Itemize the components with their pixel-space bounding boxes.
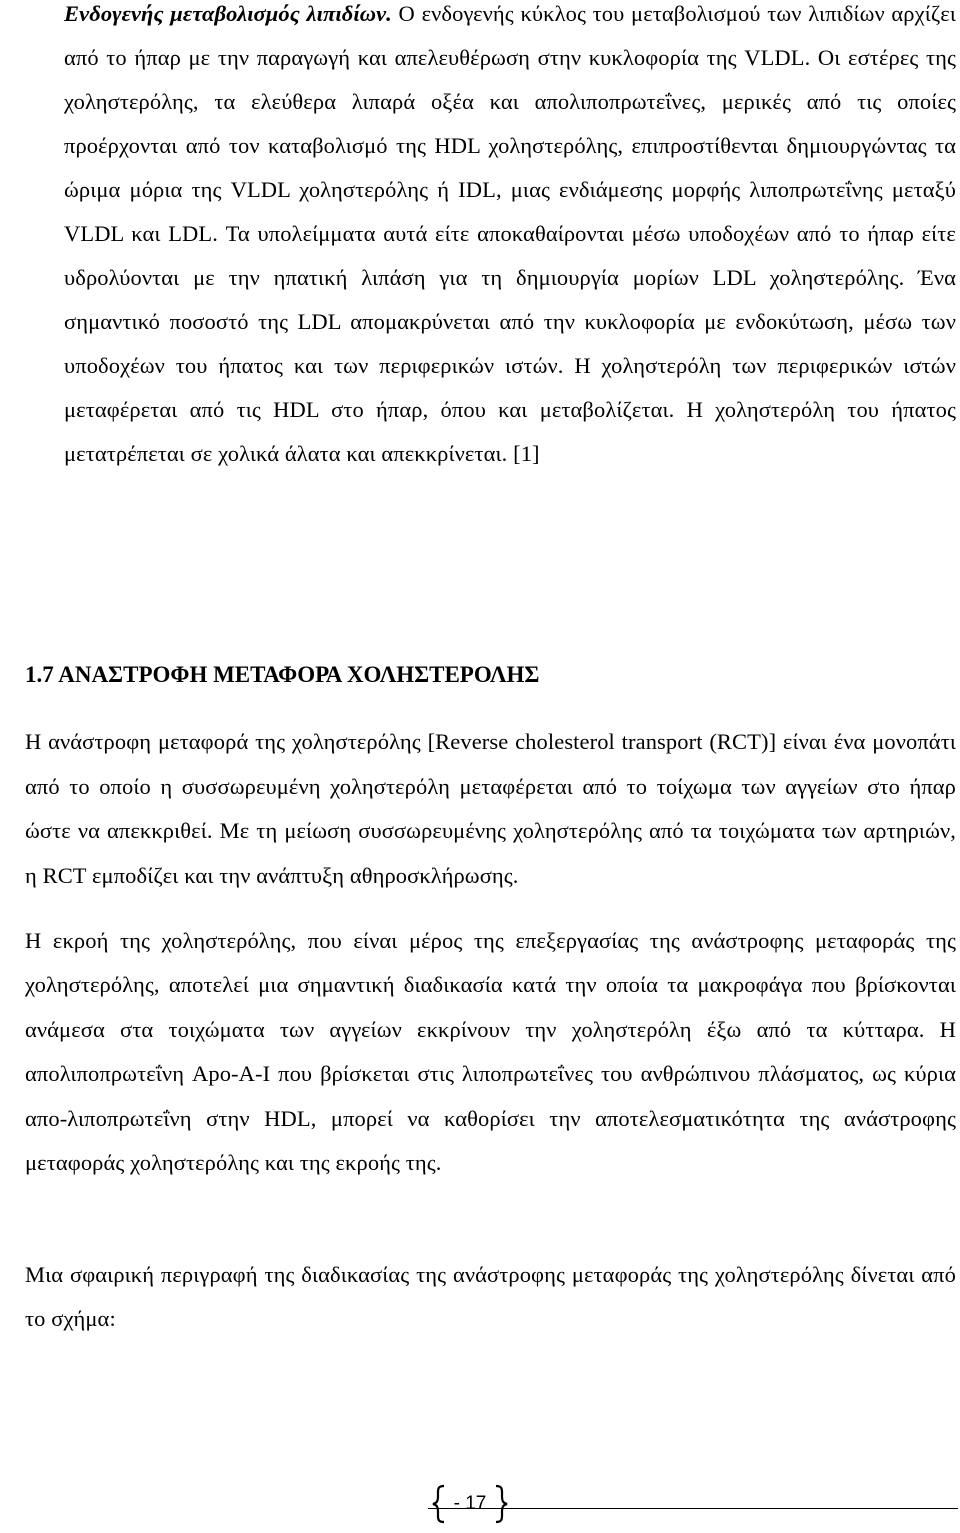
paragraph-endogenous-lipid-metabolism [64,0,956,476]
section-heading: 1.7 ΑΝΑΣΤΡΟΦΗ ΜΕΤΑΦΟΡΑ ΧΟΛΗΣΤΕΡΟΛΗΣ [25,662,540,687]
paragraph-cholesterol-efflux: Η εκροή της χοληστερόλης, που είναι μέρος της επεξεργασίας της ανάστροφης μεταφοράς της χοληστερόλης, αποτελεί μια σημαντική διαδικασία κατά την οποία τα μακροφάγα που βρίσκονται ανάμεσα στα τοιχώματα των αγγείων εκκρίνουν την χοληστερόλη έξω από τα κύτταρα. Η απολιποπρωτεΐνη Apo-A-I που βρίσκεται στις λιποπρωτεΐνες του ανθρώπινου πλάσματος, ως κύρια απο-λιποπρωτεΐνη στην HDL, μπορεί να καθορίσει την αποτελεσματικότητα της ανάστροφης μεταφοράς χοληστερόλης και της εκροής της. [25,928,956,1176]
paragraph-figure-intro: Μια σφαιρική περιγραφή της διαδικασίας της ανάστροφης μεταφοράς της χοληστερόλης δίνεται από το σχήμα: [25,1262,956,1331]
paragraph-rct-definition: Η ανάστροφη μεταφορά της χοληστερόλης [Reverse cholesterol transport (RCT)] είναι ένα μονοπάτι από το οποίο η συσσωρευμένη χοληστερόλη μεταφέρεται από το τοίχωμα των αγγείων στο ήπαρ ώστε να απεκκριθεί. Με τη μείωση συσσωρευμένης χοληστερόλης από τα τοιχώματα των αρτηριών, η RCT εμποδίζει και την ανάπτυξη αθηροσκλήρωσης. [25,729,956,888]
paragraph-body: Ο ενδογενής κύκλος του μεταβολισμού των λιπιδίων αρχίζει από το ήπαρ με την παραγωγή και απελευθέρωση στην κυκλοφορία της VLDL. Οι εστέρες της χοληστερόλης, τα ελεύθερα λιπαρά οξέα και απολιποπρωτεΐνες, μερικές από τις οποίες προέρχονται από τον καταβολισμό της HDL χοληστερόλης, επιπροστίθενται δημιουργώντας τα ώριμα μόρια της VLDL χοληστερόλης ή IDL, μιας ενδιάμεσης μορφής λιποπρωτεΐνης μεταξύ VLDL και LDL. Τα υπολείμματα αυτά είτε αποκαθαίρονται μέσω υποδοχέων από το ήπαρ είτε υδρολύονται με την ηπατική λιπάση για τη δημιουργία μορίων LDL χοληστερόλης. Ένα σημαντικό ποσοστό της LDL απομακρύνεται από την κυκλοφορία με ενδοκύτωση, μέσω των υποδοχέων του ήπατος και των περιφερικών ιστών. Η χοληστερόλη των περιφερικών ιστών μεταφέρεται από τις HDL στο ήπαρ, όπου και μεταβολίζεται. Η χοληστερόλη του ήπατος μετατρέπεται σε χολικά άλατα και απεκκρίνεται. [1] [64,1,956,466]
paragraph-lead-title: Ενδογενής μεταβολισμός λιπιδίων. [64,1,392,26]
right-brace-icon [492,1484,512,1524]
left-brace-icon [428,1484,448,1524]
page-number: - 17 [453,1493,487,1514]
page-footer [428,1484,512,1524]
